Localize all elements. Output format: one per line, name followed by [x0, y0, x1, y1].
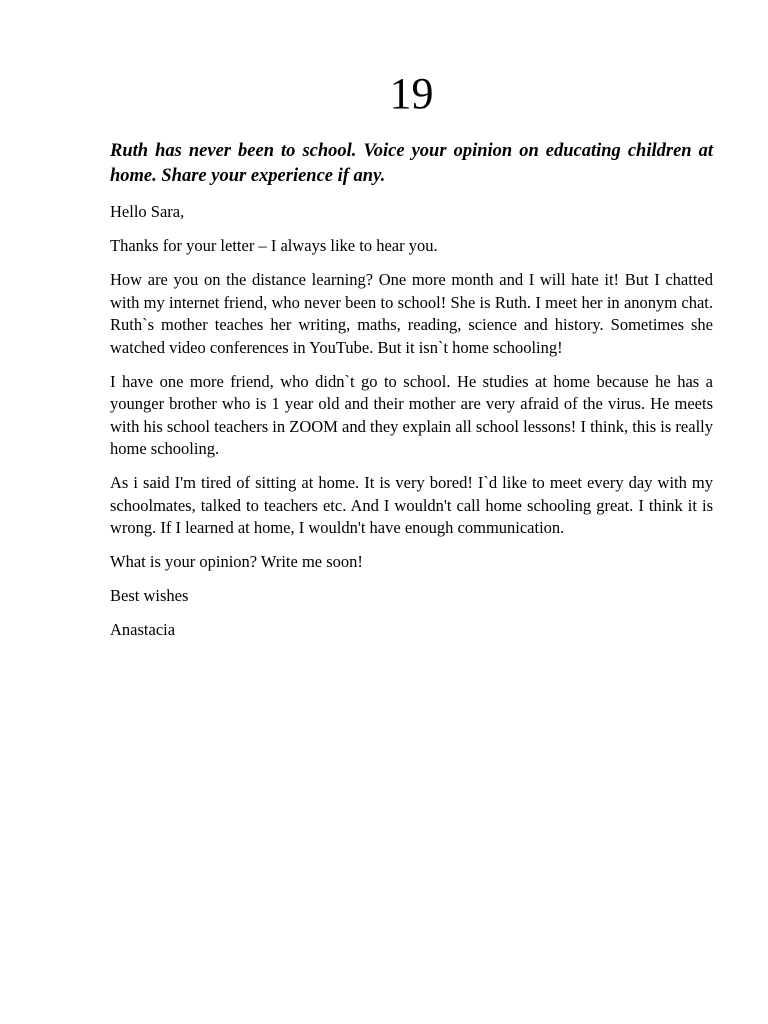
page-number: 19 [389, 69, 434, 118]
letter-closing: Best wishes [110, 586, 189, 605]
letter-paragraph: I have one more friend, who didn`t go to school. He studies at home because he has a younger brother who is 1 year old and their mother are very afraid of the virus. He meets with his school teachers in ZOOM and they explain all school lessons! I think, this is really home schooling. [110, 371, 713, 458]
letter-paragraph: How are you on the distance learning? One more month and I will hate it! But I chatted with my internet friend, who never been to school! She is Ruth. I meet her in anonym chat. Ruth`s mother teaches her writing, maths, reading, science and history. Sometimes she watched video conferences in YouTube. But it isn`t home schooling! [110, 270, 713, 357]
letter-paragraph: What is your opinion? Write me soon! [110, 552, 363, 571]
letter-paragraph: As i said I'm tired of sitting at home. It is very bored! I`d like to meet every day with my schoolmates, talked to teachers etc. And I wouldn't call home schooling great. I think it is wrong. If I learned at home, I wouldn't have enough communication. [110, 473, 713, 537]
task-prompt: Ruth has never been to school. Voice your opinion on educating children at home. Share your experience if any. [110, 141, 713, 186]
letter-greeting: Hello Sara, [110, 202, 185, 221]
letter-paragraph: Thanks for your letter – I always like to hear you. [110, 236, 438, 255]
letter-body [110, 201, 713, 653]
letter-signature: Anastacia [110, 620, 176, 639]
